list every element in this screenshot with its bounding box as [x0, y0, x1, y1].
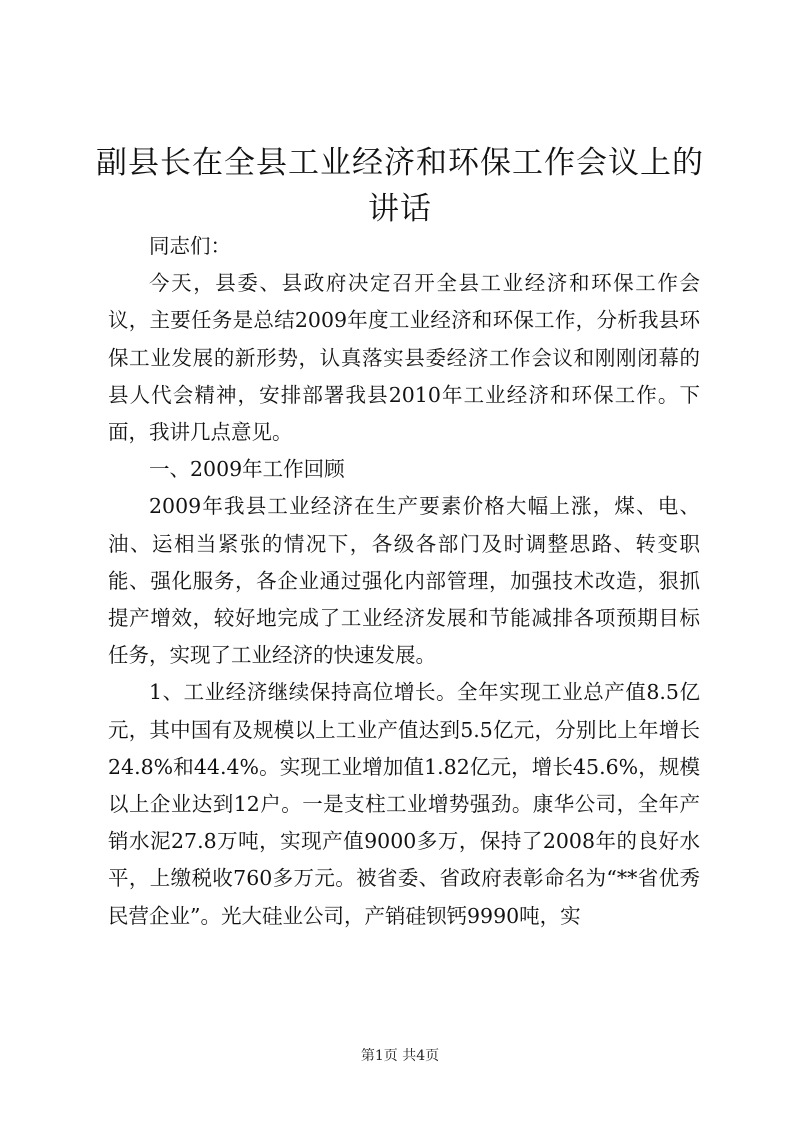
intro-paragraph: 今天，县委、县政府决定召开全县工业经济和环保工作会议，主要任务是总结2009年度工业经济和环保工作，分析我县环保工业发展的新形势，认真落实县委经济工作会议和刚刚闭幕的县人代会精神，安排部署我县2010年工业经济和环保工作。下面，我讲几点意见。: [108, 271, 700, 445]
document-title: 副县长在全县工业经济和环保工作会议上的讲话: [96, 145, 704, 227]
growth-paragraph: 1、工业经济继续保持高位增长。全年实现工业总产值8.5亿元，其中国有及规模以上工业产值达到5.5亿元，分别比上年增长24.8%和44.4%。实现工业增加值1.82亿元，增长45.6%，规模以上企业达到12户。一是支柱工业增势强劲。康华公司，全年产销水泥27.8万吨，实现产值9000多万，保持了2008年的良好水平，上缴税收760多万元。被省委、省政府表彰命名为“**省优秀民营企业”。光大硅业公司，产销硅钡钙9990吨，实: [108, 680, 700, 928]
section-heading: 一、2009年工作回顾: [149, 457, 345, 482]
document-body: [108, 228, 700, 935]
page-footer: 第1页 共4页: [360, 1048, 440, 1064]
review-paragraph: 2009年我县工业经济在生产要素价格大幅上涨，煤、电、油、运相当紧张的情况下，各级各部门及时调整思路、转变职能、强化服务，各企业通过强化内部管理，加强技术改造，狠抓提产增效，较好地完成了工业经济发展和节能减排各项预期目标任务，实现了工业经济的快速发展。: [108, 494, 700, 668]
salutation-paragraph: 同志们：: [149, 234, 231, 258]
